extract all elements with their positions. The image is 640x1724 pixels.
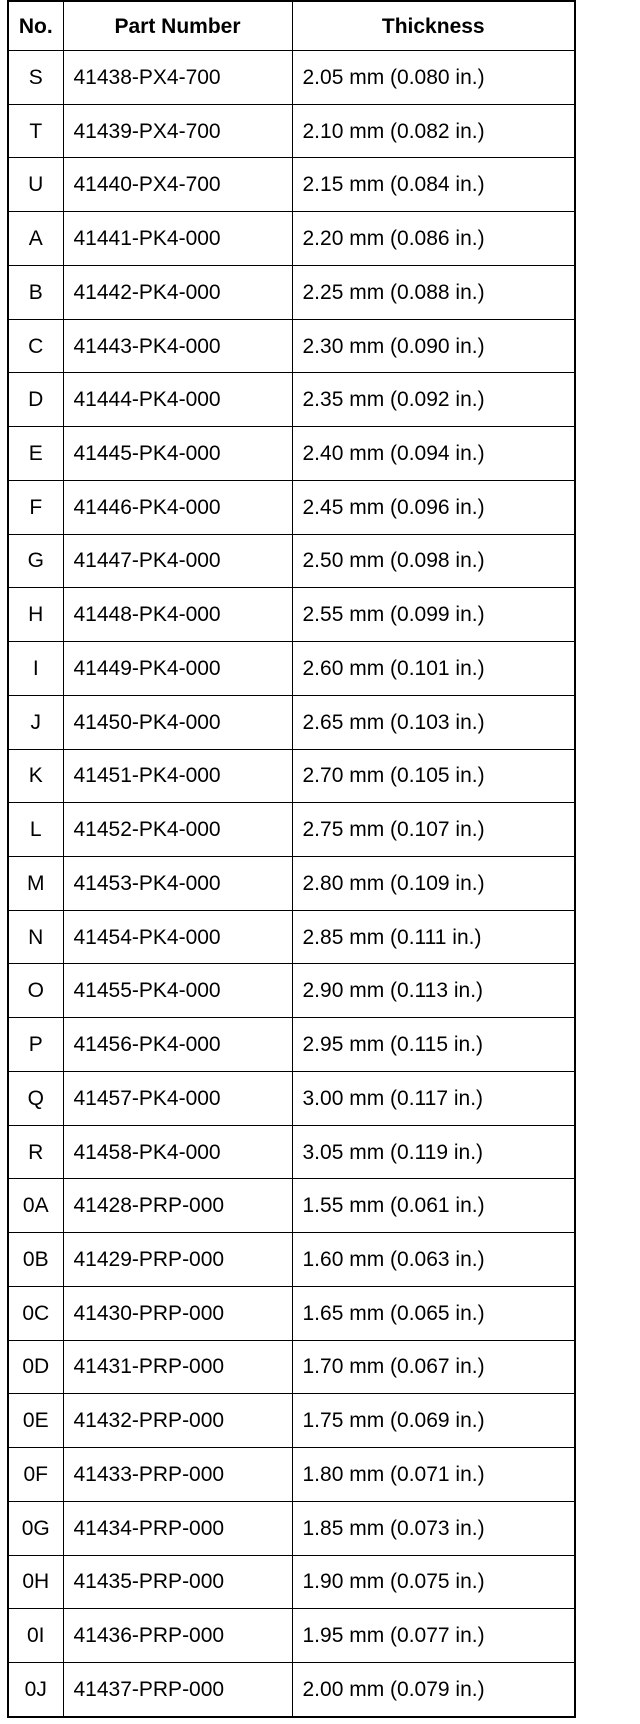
table-row — [9, 480, 574, 534]
cell-thickness: 1.75 mm (0.069 in.) — [292, 1394, 574, 1448]
table-row — [9, 642, 574, 696]
cell-thickness: 1.90 mm (0.075 in.) — [292, 1555, 574, 1609]
cell-part-number: 41451-PK4-000 — [63, 749, 292, 803]
cell-no: A — [9, 212, 63, 266]
cell-part-number: 41458-PK4-000 — [63, 1125, 292, 1179]
cell-no: N — [9, 910, 63, 964]
cell-no: 0H — [9, 1555, 63, 1609]
table-row — [9, 212, 574, 266]
table-row — [9, 319, 574, 373]
cell-part-number: 41443-PK4-000 — [63, 319, 292, 373]
cell-thickness: 3.00 mm (0.117 in.) — [292, 1071, 574, 1125]
cell-part-number: 41435-PRP-000 — [63, 1555, 292, 1609]
cell-thickness: 1.80 mm (0.071 in.) — [292, 1448, 574, 1502]
table-row — [9, 910, 574, 964]
cell-thickness: 2.75 mm (0.107 in.) — [292, 803, 574, 857]
cell-no: O — [9, 964, 63, 1018]
table-row — [9, 104, 574, 158]
table-row — [9, 1448, 574, 1502]
cell-no: F — [9, 480, 63, 534]
table-row — [9, 265, 574, 319]
cell-part-number: 41448-PK4-000 — [63, 588, 292, 642]
cell-thickness: 1.95 mm (0.077 in.) — [292, 1609, 574, 1663]
cell-no: C — [9, 319, 63, 373]
table-row — [9, 1071, 574, 1125]
cell-part-number: 41437-PRP-000 — [63, 1663, 292, 1716]
table-row — [9, 749, 574, 803]
cell-thickness: 2.35 mm (0.092 in.) — [292, 373, 574, 427]
table-row — [9, 588, 574, 642]
table-row — [9, 1286, 574, 1340]
cell-thickness: 2.10 mm (0.082 in.) — [292, 104, 574, 158]
table-row — [9, 1555, 574, 1609]
cell-thickness: 2.15 mm (0.084 in.) — [292, 158, 574, 212]
cell-part-number: 41438-PX4-700 — [63, 51, 292, 105]
table-row — [9, 1233, 574, 1287]
cell-part-number: 41442-PK4-000 — [63, 265, 292, 319]
cell-thickness: 2.00 mm (0.079 in.) — [292, 1663, 574, 1716]
cell-thickness: 2.20 mm (0.086 in.) — [292, 212, 574, 266]
table-row — [9, 534, 574, 588]
table-row — [9, 1018, 574, 1072]
cell-thickness: 2.70 mm (0.105 in.) — [292, 749, 574, 803]
cell-part-number: 41436-PRP-000 — [63, 1609, 292, 1663]
cell-no: 0I — [9, 1609, 63, 1663]
cell-no: U — [9, 158, 63, 212]
cell-no: 0F — [9, 1448, 63, 1502]
shim-table-frame — [7, 0, 576, 1718]
table-row — [9, 373, 574, 427]
cell-no: J — [9, 695, 63, 749]
cell-no: T — [9, 104, 63, 158]
cell-thickness: 2.95 mm (0.115 in.) — [292, 1018, 574, 1072]
cell-part-number: 41433-PRP-000 — [63, 1448, 292, 1502]
header-no: No. — [9, 2, 63, 51]
cell-part-number: 41444-PK4-000 — [63, 373, 292, 427]
cell-part-number: 41441-PK4-000 — [63, 212, 292, 266]
cell-thickness: 2.50 mm (0.098 in.) — [292, 534, 574, 588]
cell-part-number: 41452-PK4-000 — [63, 803, 292, 857]
cell-thickness: 2.65 mm (0.103 in.) — [292, 695, 574, 749]
table-row — [9, 1501, 574, 1555]
cell-part-number: 41457-PK4-000 — [63, 1071, 292, 1125]
cell-thickness: 2.45 mm (0.096 in.) — [292, 480, 574, 534]
cell-part-number: 41432-PRP-000 — [63, 1394, 292, 1448]
cell-no: 0E — [9, 1394, 63, 1448]
cell-no: Q — [9, 1071, 63, 1125]
cell-part-number: 41450-PK4-000 — [63, 695, 292, 749]
cell-no: B — [9, 265, 63, 319]
cell-thickness: 1.60 mm (0.063 in.) — [292, 1233, 574, 1287]
table-row — [9, 1125, 574, 1179]
table-row — [9, 1394, 574, 1448]
cell-part-number: 41429-PRP-000 — [63, 1233, 292, 1287]
table-row — [9, 1663, 574, 1716]
cell-thickness: 2.40 mm (0.094 in.) — [292, 427, 574, 481]
cell-no: D — [9, 373, 63, 427]
table-row — [9, 857, 574, 911]
cell-thickness: 2.05 mm (0.080 in.) — [292, 51, 574, 105]
cell-part-number: 41431-PRP-000 — [63, 1340, 292, 1394]
cell-thickness: 2.30 mm (0.090 in.) — [292, 319, 574, 373]
cell-part-number: 41428-PRP-000 — [63, 1179, 292, 1233]
cell-no: P — [9, 1018, 63, 1072]
header-thickness: Thickness — [292, 2, 574, 51]
table-row — [9, 695, 574, 749]
cell-part-number: 41434-PRP-000 — [63, 1501, 292, 1555]
cell-part-number: 41439-PX4-700 — [63, 104, 292, 158]
table-row — [9, 964, 574, 1018]
cell-no: H — [9, 588, 63, 642]
cell-no: K — [9, 749, 63, 803]
cell-thickness: 1.65 mm (0.065 in.) — [292, 1286, 574, 1340]
cell-thickness: 2.85 mm (0.111 in.) — [292, 910, 574, 964]
table-body — [9, 51, 574, 1717]
cell-no: I — [9, 642, 63, 696]
cell-no: 0G — [9, 1501, 63, 1555]
cell-thickness: 1.70 mm (0.067 in.) — [292, 1340, 574, 1394]
cell-part-number: 41430-PRP-000 — [63, 1286, 292, 1340]
cell-thickness: 2.80 mm (0.109 in.) — [292, 857, 574, 911]
cell-no: 0B — [9, 1233, 63, 1287]
header-part-number: Part Number — [63, 2, 292, 51]
table-row — [9, 1609, 574, 1663]
cell-part-number: 41446-PK4-000 — [63, 480, 292, 534]
table-row — [9, 803, 574, 857]
cell-no: 0D — [9, 1340, 63, 1394]
cell-no: R — [9, 1125, 63, 1179]
table-row — [9, 1340, 574, 1394]
cell-thickness: 2.25 mm (0.088 in.) — [292, 265, 574, 319]
table-row — [9, 1179, 574, 1233]
cell-part-number: 41449-PK4-000 — [63, 642, 292, 696]
cell-no: 0C — [9, 1286, 63, 1340]
cell-part-number: 41447-PK4-000 — [63, 534, 292, 588]
cell-no: 0J — [9, 1663, 63, 1716]
table-header-row — [9, 2, 574, 51]
table-row — [9, 427, 574, 481]
cell-thickness: 1.85 mm (0.073 in.) — [292, 1501, 574, 1555]
cell-thickness: 2.55 mm (0.099 in.) — [292, 588, 574, 642]
table-row — [9, 158, 574, 212]
cell-no: E — [9, 427, 63, 481]
cell-part-number: 41456-PK4-000 — [63, 1018, 292, 1072]
cell-part-number: 41454-PK4-000 — [63, 910, 292, 964]
shim-thickness-table — [9, 2, 574, 1716]
cell-thickness: 2.90 mm (0.113 in.) — [292, 964, 574, 1018]
cell-no: M — [9, 857, 63, 911]
cell-no: S — [9, 51, 63, 105]
cell-part-number: 41440-PX4-700 — [63, 158, 292, 212]
cell-no: 0A — [9, 1179, 63, 1233]
cell-part-number: 41445-PK4-000 — [63, 427, 292, 481]
cell-thickness: 3.05 mm (0.119 in.) — [292, 1125, 574, 1179]
cell-thickness: 2.60 mm (0.101 in.) — [292, 642, 574, 696]
cell-thickness: 1.55 mm (0.061 in.) — [292, 1179, 574, 1233]
cell-part-number: 41455-PK4-000 — [63, 964, 292, 1018]
table-row — [9, 51, 574, 105]
cell-no: G — [9, 534, 63, 588]
cell-no: L — [9, 803, 63, 857]
cell-part-number: 41453-PK4-000 — [63, 857, 292, 911]
